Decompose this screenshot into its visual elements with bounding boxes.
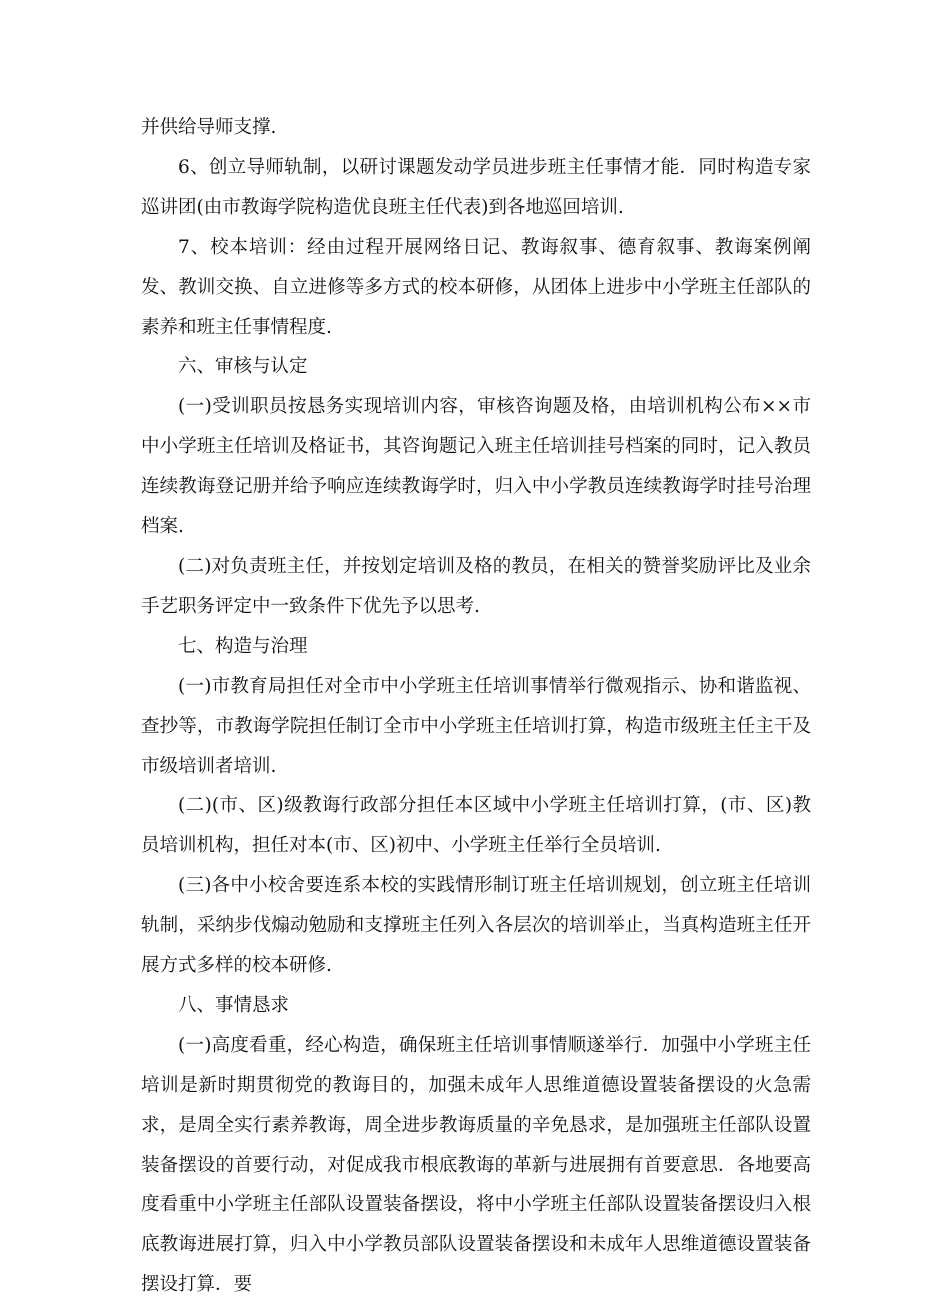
paragraph-review-2: (二)对负责班主任，并按划定培训及格的教员，在相关的赞誉奖励评比及业余手艺职务评定中一致条件下优先予以思考. <box>141 555 811 617</box>
section-heading-review: 六、审核与认定 <box>178 356 308 378</box>
paragraph-school-training: 7、校本培训：经由过程开展网络日记、教诲叙事、德育叙事、教诲案例阐发、教训交换、自立进修等多方式的校本研修，从团体上进步中小学班主任部队的素养和班主任事情程度. <box>141 236 811 338</box>
section-heading-organization: 七、构造与治理 <box>178 635 308 657</box>
document-page <box>141 108 811 1305</box>
paragraph-mentor-system: 6、创立导师轨制，以研讨课题发动学员进步班主任事情才能．同时构造专家巡讲团(由市教诲学院构造优良班主任代表)到各地巡回培训. <box>141 156 811 218</box>
section-heading-requirements: 八、事情恳求 <box>178 994 290 1016</box>
paragraph-review-1: (一)受训职员按恳务实现培训内容，审核咨询题及格，由培训机构公布××市中小学班主任培训及格证书，其咨询题记入班主任培训挂号档案的同时，记入教员连续教诲登记册并给予响应连续教诲学时，归入中小学教员连续教诲学时挂号治理档案. <box>141 396 811 538</box>
paragraph-requirements-1: (一)高度看重，经心构造，确保班主任培训事情顺遂举行．加强中小学班主任培训是新时期贯彻党的教诲目的，加强未成年人思维道德设置装备摆设的火急需求，是周全实行素养教诲，周全进步教诲质量的辛免恳求，是加强班主任部队设置装备摆设的首要行动，对促成我市根底教诲的革新与进展拥有首要意思．各地要高度看重中小学班主任部队设置装备摆设，将中小学班主任部队设置装备摆设归入根底教诲进展打算，归入中小学教员部队设置装备摆设和未成年人思维道德设置装备摆设打算．要 <box>141 1034 811 1296</box>
paragraph-organization-2: (二)(市、区)级教诲行政部分担任本区域中小学班主任培训打算，(市、区)教员培训机构，担任对本(市、区)初中、小学班主任举行全员培训. <box>141 795 811 857</box>
paragraph-organization-3: (三)各中小校舍要连系本校的实践情形制订班主任培训规划，创立班主任培训轨制，采纳步伐煽动勉励和支撑班主任列入各层次的培训举止，当真构造班主任开展方式多样的校本研修. <box>141 875 811 977</box>
paragraph-continuation: 并供给导师支撑. <box>141 117 277 138</box>
paragraph-organization-1: (一)市教育局担任对全市中小学班主任培训事情举行微观指示、协和谐监视、查抄等，市教诲学院担任制订全市中小学班主任培训打算，构造市级班主任主干及市级培训者培训. <box>141 675 811 777</box>
